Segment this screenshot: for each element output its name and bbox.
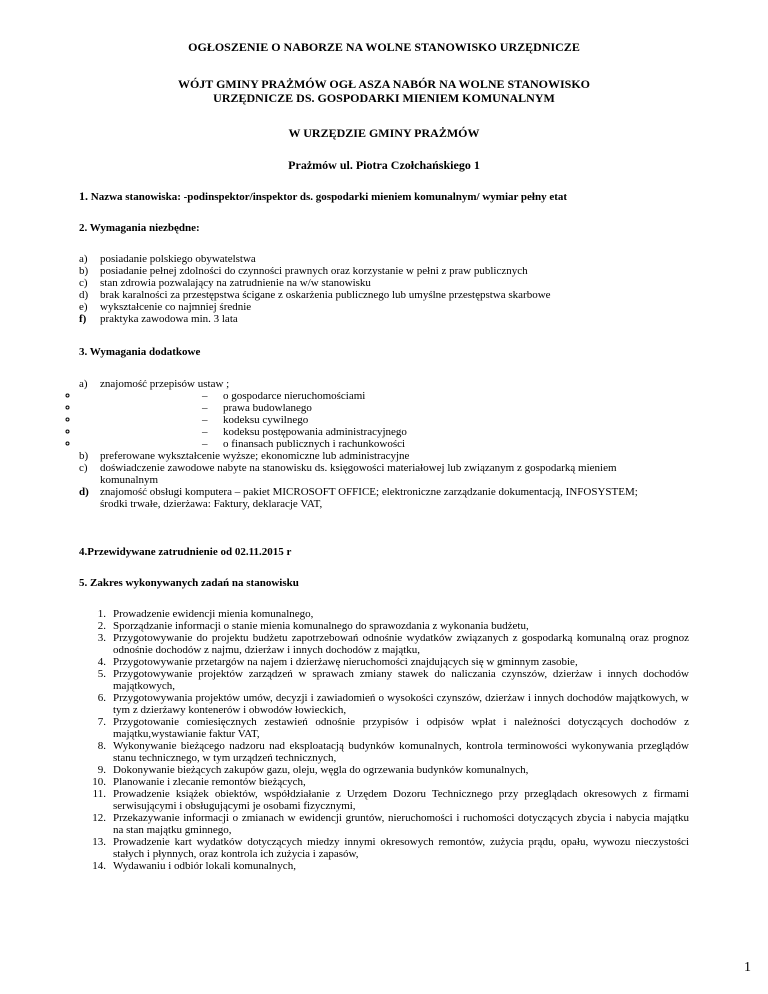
list-item: a) posiadanie polskiego obywatelstwa bbox=[79, 253, 256, 265]
list-item: 11. Prowadzenie książek obiektów, współdziałanie z Urzędem Dozoru Technicznego przy przeglądach okresowych z firmami serwisującymi i obsługującymi je osobami fizycznymi, bbox=[92, 788, 689, 812]
duties-list bbox=[79, 608, 689, 872]
list-item: 4. Przygotowywanie przetargów na najem i dzierżawę nieruchomości znajdujących się w gminnym zasobie, bbox=[97, 656, 578, 668]
additional-requirements-list bbox=[79, 378, 689, 510]
list-item: 7. Przygotowanie comiesięcznych zestawień odnośnie przypisów i odpisów wpłat i należności dotyczących dochodów z majątku,wystawianie faktur VAT, bbox=[97, 716, 689, 740]
subtitle-line-1: WÓJT GMINY PRAŻMÓW OGŁ ASZA NABÓR NA WOLNE STANOWISKO bbox=[177, 77, 591, 91]
list-item: e) wykształcenie co najmniej średnie bbox=[79, 301, 252, 313]
office-title: W URZĘDZIE GMINY PRAŻMÓW bbox=[288, 126, 480, 140]
list-item: a) znajomość przepisów ustaw ; ◦ – o gospodarce nieruchomościami ◦ – prawa budowlanego ◦ – kodeksu cywilnego ◦ – kodeksu postępowania administracyjnego ◦ – o finansach publicznych i rachunkowości bbox=[79, 378, 689, 450]
main-title: OGŁOSZENIE O NABORZE NA WOLNE STANOWISKO URZĘDNICZE bbox=[188, 40, 580, 54]
list-item: 12. Przekazywanie informacji o zmianach w ewidencji gruntów, nieruchomości i ruchomości dotyczących zbycia i nabycia majątku na stan majątku gminnego, bbox=[92, 812, 689, 836]
list-item: 10. Planowanie i zlecanie remontów bieżących, bbox=[92, 776, 306, 788]
office-address: Prażmów ul. Piotra Czołchańskiego 1 bbox=[288, 158, 480, 172]
list-item: 9. Dokonywanie bieżących zakupów gazu, oleju, węgla do ogrzewania budynków komunalnych, bbox=[97, 764, 529, 776]
list-item: b) preferowane wykształcenie wyższe; ekonomiczne lub administracyjne bbox=[79, 450, 410, 462]
announcement-subtitle bbox=[0, 77, 768, 105]
list-item: d) znajomość obsługi komputera – pakiet MICROSOFT OFFICE; elektroniczne zarządzanie dokumentacją, INFOSYSTEM; środki trwałe, dzierżawa: Faktury, deklaracje VAT, bbox=[79, 486, 638, 510]
list-item: f) praktyka zawodowa min. 3 lata bbox=[79, 313, 238, 325]
sublist-item: ◦ – prawa budowlanego bbox=[79, 402, 689, 414]
section-3-heading: 3. Wymagania dodatkowe bbox=[79, 346, 201, 358]
section-1-text: Nazwa stanowiska: -podinspektor/inspektor ds. gospodarki mieniem komunalnym/ wymiar pełny etat bbox=[90, 191, 568, 203]
section-1-heading bbox=[79, 190, 567, 203]
list-item: 1. Prowadzenie ewidencji mienia komunalnego, bbox=[97, 608, 314, 620]
list-item: 5. Przygotowywanie projektów zarządzeń w sprawach zmiany stawek do naliczania czynszów, dzierżaw i innych dochodów majątkowych, bbox=[97, 668, 689, 692]
list-item: d) brak karalności za przestępstwa ścigane z oskarżenia publicznego lub umyślne przestępstwa skarbowe bbox=[79, 289, 551, 301]
list-item: c) doświadczenie zawodowe nabyte na stanowisku ds. księgowości materiałowej lub związanym z gospodarką mieniem komunalnym bbox=[79, 462, 617, 486]
list-item: 14. Wydawaniu i odbiór lokali komunalnych, bbox=[92, 860, 296, 872]
list-item: 8. Wykonywanie bieżącego nadzoru nad eksploatacją budynków komunalnych, kontrola terminowości wykonywania przeglądów stanu technicznego, w tym urządzeń technicznych, bbox=[97, 740, 689, 764]
list-item: 3. Przygotowywanie do projektu budżetu zapotrzebowań odnośnie wydatków związanych z gospodarką komunalną oraz prognoz odnośnie dochodów z najmu, dzierżaw i innych dochodów z majątku, bbox=[97, 632, 689, 656]
section-5-heading: 5. Zakres wykonywanych zadań na stanowisku bbox=[79, 577, 299, 589]
list-item: 2. Sporządzanie informacji o stanie mienia komunalnego do sprawozdania z wykonania budżetu, bbox=[97, 620, 529, 632]
section-1-number: 1. bbox=[79, 189, 88, 203]
list-item: c) stan zdrowia pozwalający na zatrudnienie na w/w stanowisku bbox=[79, 277, 371, 289]
list-item: b) posiadanie pełnej zdolności do czynności prawnych oraz korzystanie w pełni z praw publicznych bbox=[79, 265, 528, 277]
list-item: 13. Prowadzenie kart wydatków dotyczących miedzy innymi okresowych remontów, zużycia prądu, opału, wywozu nieczystości stałych i płynnych, oraz kontrola ich zużycia i zapasów, bbox=[92, 836, 689, 860]
sublist-item: ◦ – kodeksu postępowania administracyjnego bbox=[79, 426, 689, 438]
sublist-item: ◦ – kodeksu cywilnego bbox=[79, 414, 689, 426]
sublist-item: ◦ – o gospodarce nieruchomościami bbox=[79, 390, 689, 402]
section-2-heading: 2. Wymagania niezbędne: bbox=[79, 222, 200, 234]
page-number: 1 bbox=[744, 960, 751, 975]
requirements-list bbox=[79, 253, 689, 325]
laws-sublist bbox=[79, 390, 689, 450]
list-item: 6. Przygotowywania projektów umów, decyzji i zawiadomień o wysokości czynszów, dzierżaw i innych dochodów majątkowych, w tym z dzierżawy kontenerów i obwodów łowieckich, bbox=[97, 692, 689, 716]
section-4-heading: 4.Przewidywane zatrudnienie od 02.11.2015 r bbox=[79, 546, 292, 558]
subtitle-line-2: URZĘDNICZE DS. GOSPODARKI MIENIEM KOMUNALNYM bbox=[213, 91, 555, 105]
sublist-item: ◦ – o finansach publicznych i rachunkowości bbox=[79, 438, 689, 450]
